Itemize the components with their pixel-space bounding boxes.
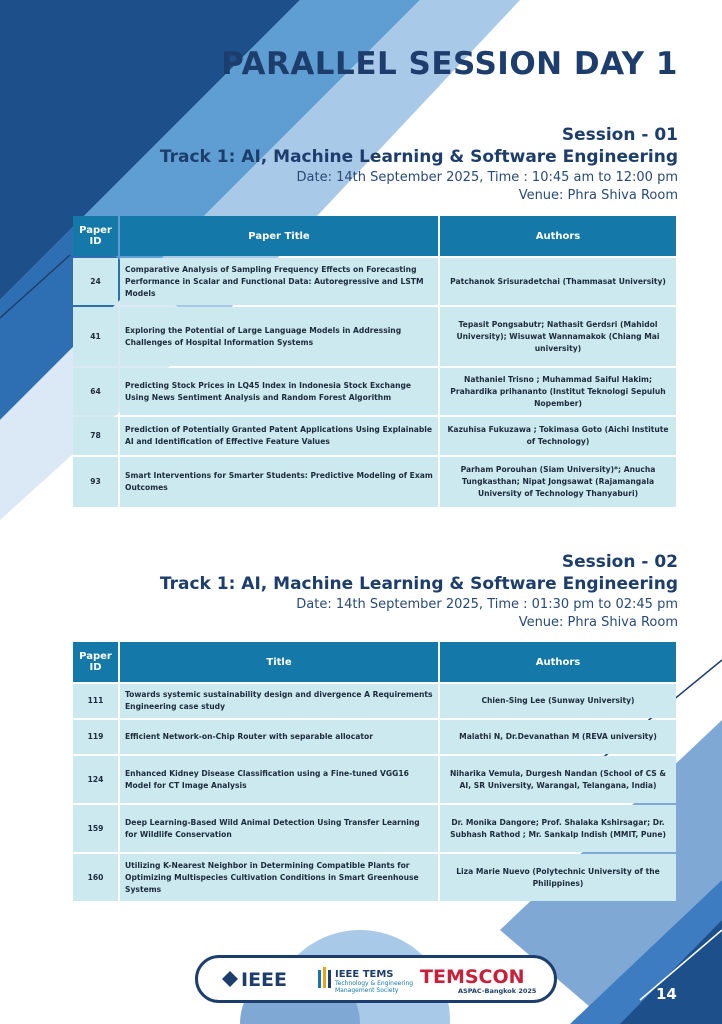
paper-title: Deep Learning-Based Wild Animal Detection Using Transfer Learning for Wildlife Conservation — [120, 805, 438, 852]
paper-id: 24 — [73, 258, 118, 305]
paper-title: Towards systemic sustainability design and divergence A Requirements Engineering case study — [120, 684, 438, 718]
session-01-header — [160, 125, 678, 205]
session-date: Date: 14th September 2025, Time : 01:30 pm to 02:45 pm — [296, 597, 678, 612]
page-number: 14 — [656, 985, 677, 1003]
table-row — [73, 457, 676, 507]
table-row — [73, 684, 676, 718]
paper-title: Smart Interventions for Smarter Students: Predictive Modeling of Exam Outcomes — [120, 457, 438, 507]
authors-header: Authors — [440, 216, 676, 256]
paper-id-header: Paper ID — [73, 642, 118, 682]
paper-id: 111 — [73, 684, 118, 718]
table-row — [73, 307, 676, 366]
session-date: Date: 14th September 2025, Time : 10:45 am to 12:00 pm — [296, 170, 678, 185]
paper-title: Enhanced Kidney Disease Classification using a Fine-tuned VGG16 Model for CT Image Analysis — [120, 756, 438, 803]
paper-authors: Malathi N, Dr.Devanathan M (REVA university) — [440, 720, 676, 754]
authors-header: Authors — [440, 642, 676, 682]
table-row — [73, 720, 676, 754]
table-header-row — [73, 642, 676, 682]
session-venue: Venue: Phra Shiva Room — [518, 188, 678, 203]
paper-title: Exploring the Potential of Large Language Models in Addressing Challenges of Hospital Information Systems — [120, 307, 438, 366]
table-row — [73, 756, 676, 803]
paper-id: 160 — [73, 854, 118, 901]
paper-authors: Tepasit Pongsabutr; Nathasit Gerdsri (Mahidol University); Wisuwat Wannamakok (Chiang Mai university) — [440, 307, 676, 366]
track-label: Track 1: AI, Machine Learning & Software Engineering — [159, 574, 678, 594]
paper-title: Utilizing K-Nearest Neighbor in Determining Compatible Plants for Optimizing Multispecies Cultivation Conditions in Smart Greenhouse Systems — [120, 854, 438, 901]
table-row — [73, 417, 676, 455]
paper-authors: Liza Marie Nuevo (Polytechnic University of the Philippines) — [440, 854, 676, 901]
footer-logo-bar — [195, 955, 557, 1003]
page-title: PARALLEL SESSION DAY 1 — [221, 46, 678, 82]
tems-subtitle-1: Technology & Engineering — [335, 980, 414, 987]
paper-title: Predicting Stock Prices in LQ45 Index in Indonesia Stock Exchange Using News Sentiment Analysis and Random Forest Algorithm — [120, 368, 438, 415]
temscon-wordmark: TEMSCON — [420, 966, 525, 988]
tems-subtitle-2: Management Society — [335, 987, 399, 994]
temscon-subtitle: ASPAC-Bangkok 2025 — [458, 987, 537, 995]
tems-logo — [318, 967, 413, 994]
session-venue: Venue: Phra Shiva Room — [518, 615, 678, 630]
paper-id: 159 — [73, 805, 118, 852]
paper-authors: Parham Porouhan (Siam University)*; Anucha Tungkasthan; Nipat Jongsawat (Rajamangala University of Technology Thanyaburi) — [440, 457, 676, 507]
paper-id: 78 — [73, 417, 118, 455]
session-01-table — [71, 214, 678, 509]
tems-bar-icon — [323, 967, 326, 988]
track-label: Track 1: AI, Machine Learning & Software Engineering — [159, 147, 678, 167]
ieee-logo — [222, 969, 287, 991]
paper-title: Prediction of Potentially Granted Patent Applications Using Explainable AI and Identification of Effective Feature Values — [120, 417, 438, 455]
table-row — [73, 805, 676, 852]
temscon-logo — [420, 966, 537, 995]
paper-authors: Dr. Monika Dangore; Prof. Shalaka Kshirsagar; Dr. Subhash Rathod ; Mr. Sankalp Indish (MMIT, Pune) — [440, 805, 676, 852]
table-row — [73, 258, 676, 305]
paper-authors: Chien-Sing Lee (Sunway University) — [440, 684, 676, 718]
tems-bar-icon — [318, 970, 321, 988]
session-label: Session - 02 — [561, 552, 678, 572]
ieee-wordmark: IEEE — [241, 969, 288, 991]
table-header-row — [73, 216, 676, 256]
tems-bar-icon — [328, 970, 331, 988]
paper-id: 119 — [73, 720, 118, 754]
paper-id: 124 — [73, 756, 118, 803]
paper-id-header: Paper ID — [73, 216, 118, 256]
paper-authors: Kazuhisa Fukuzawa ; Tokimasa Goto (Aichi Institute of Technology) — [440, 417, 676, 455]
paper-title: Efficient Network-on-Chip Router with separable allocator — [120, 720, 438, 754]
session-02-table — [71, 640, 678, 903]
paper-title: Comparative Analysis of Sampling Frequency Effects on Forecasting Performance in Scalar and Functional Data: Autoregressive and LSTM Models — [120, 258, 438, 305]
paper-id: 93 — [73, 457, 118, 507]
paper-title-header: Paper Title — [120, 216, 438, 256]
table-row — [73, 854, 676, 901]
session-02-header — [160, 552, 678, 632]
session-label: Session - 01 — [561, 125, 678, 145]
title-header: Title — [120, 642, 438, 682]
ieee-diamond-icon — [222, 971, 238, 987]
paper-authors: Nathaniel Trisno ; Muhammad Saiful Hakim; Prahardika prihananto (Institut Teknologi Sepuluh Nopember) — [440, 368, 676, 415]
table-row — [73, 368, 676, 415]
paper-id: 41 — [73, 307, 118, 366]
paper-authors: Niharika Vemula, Durgesh Nandan (School of CS & AI, SR University, Warangal, Telangana, India) — [440, 756, 676, 803]
tems-name: IEEE TEMS — [335, 969, 394, 980]
paper-authors: Patchanok Srisuradetchai (Thammasat University) — [440, 258, 676, 305]
paper-id: 64 — [73, 368, 118, 415]
